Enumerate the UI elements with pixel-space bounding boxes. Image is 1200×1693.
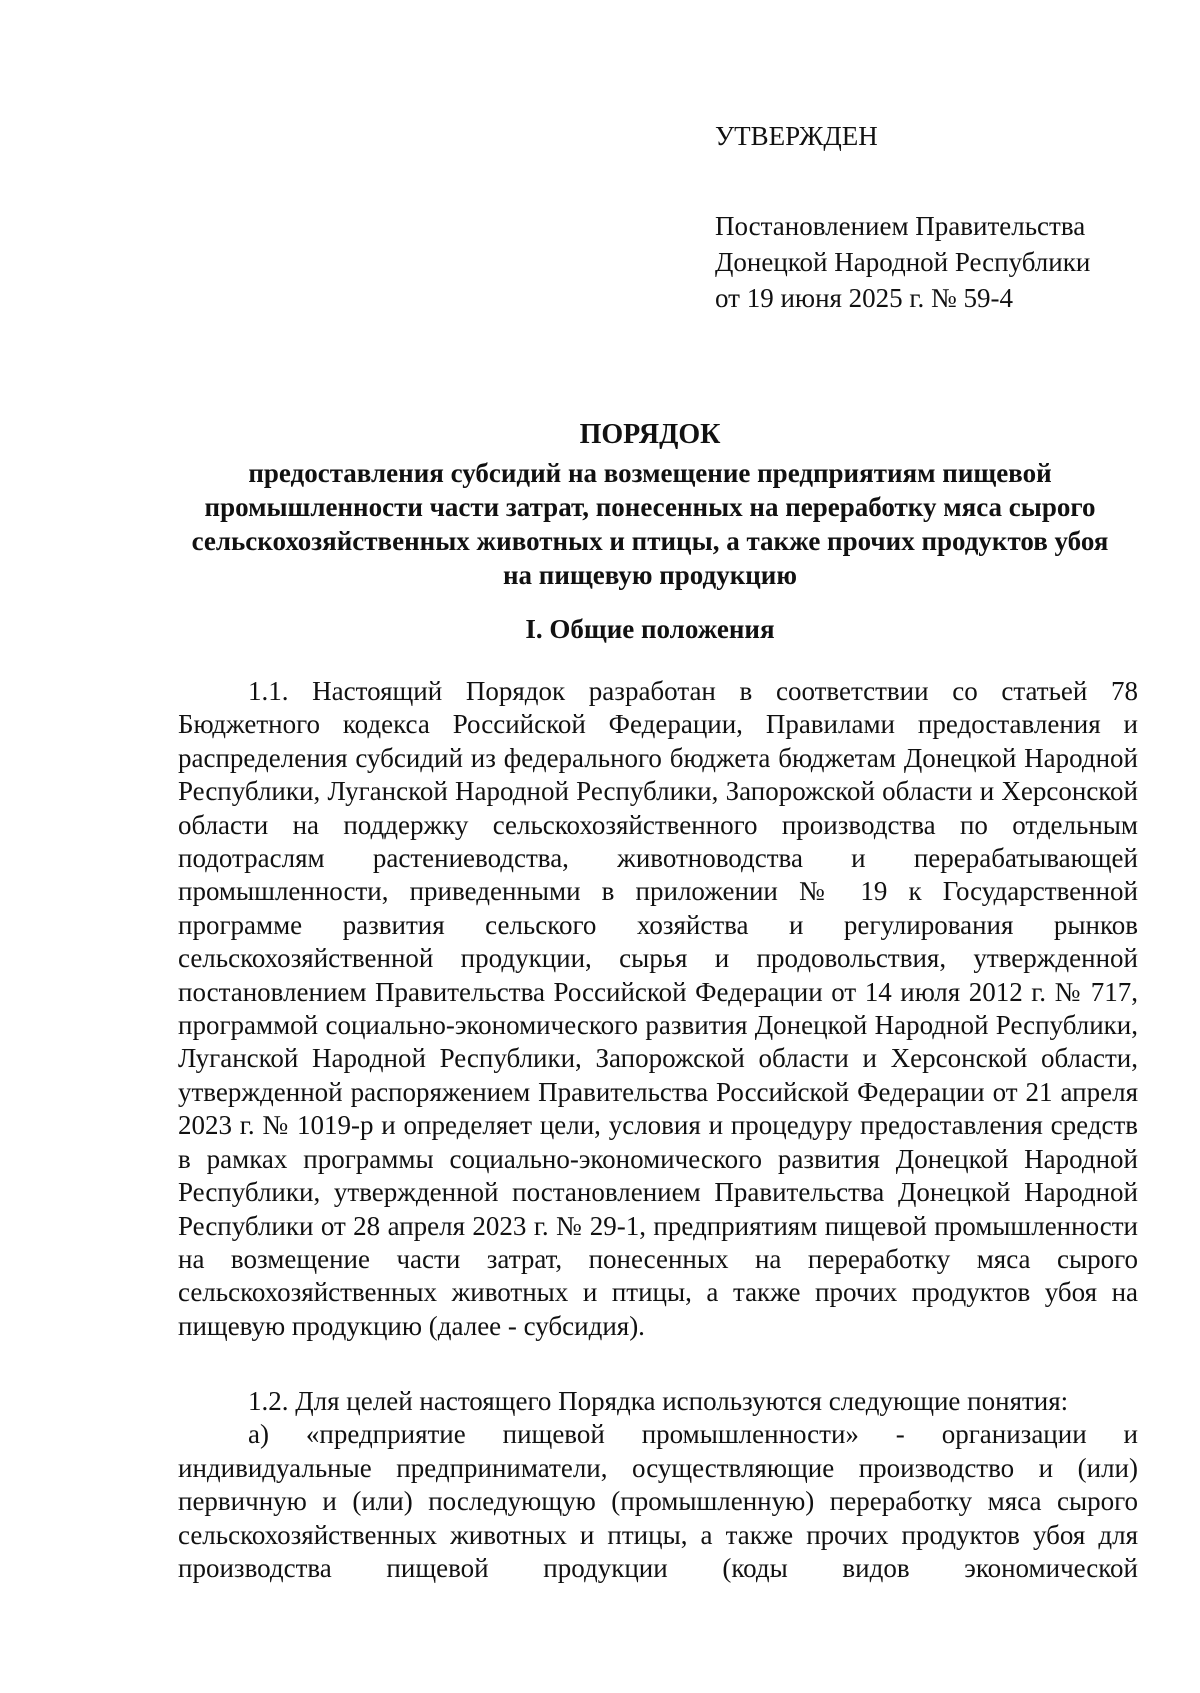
paragraph-1-2-intro: 1.2. Для целей настоящего Порядка используются следующие понятия: xyxy=(248,1386,1069,1416)
approval-line: Донецкой Народной Республики xyxy=(715,247,1091,277)
approval-title: УТВЕРЖДЕН xyxy=(715,121,878,151)
document-subtitle-line: промышленности части затрат, понесенных на переработку мяса сырого xyxy=(204,492,1096,522)
approval-line: от 19 июня 2025 г. № 59-4 xyxy=(715,283,1013,313)
document-title: ПОРЯДОК xyxy=(579,419,721,450)
definition-item-a: а) «предприятие пищевой промышленности» - организации и индивидуальные предприниматели, осуществляющие производство и (или) первичную и (или) последующую (промышленную) переработку мяса сырого сельскохозяйственных животных и птицы, а также прочих продуктов убоя для производства пищевой продукции (коды видов экономической xyxy=(178,1419,1138,1584)
document-title-block xyxy=(150,418,1150,592)
document-subtitle-line: на пищевую продукцию xyxy=(503,560,797,590)
paragraph-1-1: 1.1. Настоящий Порядок разработан в соответствии со статьей 78 Бюджетного кодекса Российской Федерации, Правилами предоставления и распределения субсидий из федерального бюджета бюджетам Донецкой Народной Республики, Луганской Народной Республики, Запорожской области и Херсонской области на поддержку сельскохозяйственного производства по отдельным подотраслям растениеводства, животноводства и перерабатывающей промышленности, приведенными в приложении № 19 к Государственной программе развития сельского хозяйства и регулирования рынков сельскохозяйственной продукции, сырья и продовольствия, утвержденной постановлением Правительства Российской Федерации от 14 июля 2012 г. № 717, программой социально-экономического развития Донецкой Народной Республики, Луганской Народной Республики, Запорожской области и Херсонской области, утвержденной распоряжением Правительства Российской Федерации от 21 апреля 2023 г. № 1019-р и определяет цели, условия и процедуру предоставления средств в рамках программы социально-экономического развития Донецкой Народной Республики, утвержденной постановлением Правительства Донецкой Народной Республики от 28 апреля 2023 г. № 29-1, предприятиям пищевой промышленности на возмещение части затрат, понесенных на переработку мяса сырого сельскохозяйственных животных и птицы, а также прочих продуктов убоя на пищевую продукцию (далее - субсидия). xyxy=(178,676,1138,1341)
document-subtitle-line: предоставления субсидий на возмещение предприятиям пищевой xyxy=(248,458,1052,488)
paragraph-1-2 xyxy=(178,1385,1138,1585)
section-heading: I. Общие положения xyxy=(525,614,775,644)
document-subtitle-line: сельскохозяйственных животных и птицы, а также прочих продуктов убоя xyxy=(191,526,1109,556)
approval-line: Постановлением Правительства xyxy=(715,211,1086,241)
approval-stamp-block xyxy=(715,118,1165,316)
